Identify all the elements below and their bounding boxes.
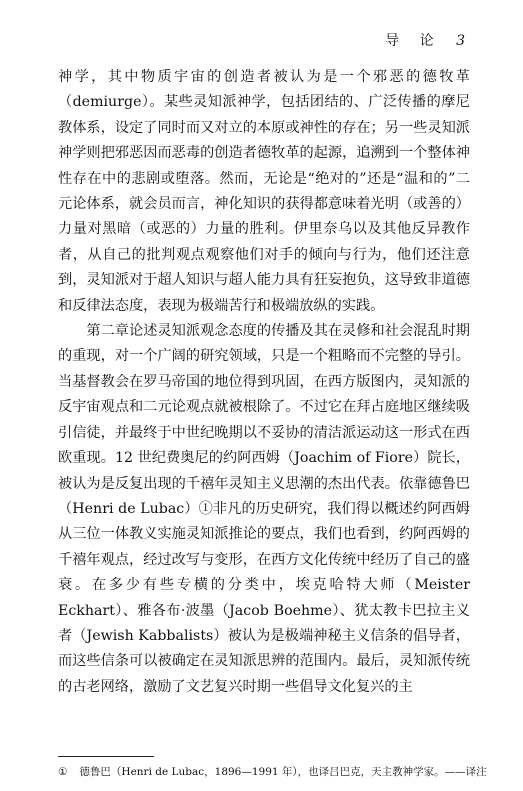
running-head	[385, 30, 465, 50]
footnote-mark: ①	[58, 766, 68, 778]
paragraph-continued: 神学，其中物质宇宙的创造者被认为是一个邪恶的德牧革（demiurge）。某些灵知派神学，包括团结的、广泛传播的摩尼教体系，设定了同时而又对立的本原或神性的存在；另一些灵知派神学则把邪恶因而恶毒的创造者德牧革的起源，追溯到一个整体神性存在中的悲剧或堕落。然而，无论是“绝对的”还是“温和的”二元论体系，就会员而言，神化知识的获得都意味着光明（或善的）力量对黑暗（或恶的）力量的胜利。伊里奈乌以及其他反异教作者，从自己的批判观点观察他们对手的倾向与行为，他们还注意到，灵知派对于超人知识与超人能力具有狂妄抱负，这导致非道德和反律法态度，表现为极端苦行和极端放纵的实践。	[58, 69, 470, 314]
body-text	[58, 65, 470, 700]
footnote	[58, 765, 487, 779]
chapter-title: 导 论	[385, 33, 442, 49]
footnote-text: 德鲁巴（Henri de Lubac，1896—1991 年），也译吕巴克，天主教神学家。——译注	[79, 766, 487, 778]
page-number: 3	[456, 33, 465, 49]
footnote-rule	[58, 756, 154, 757]
paragraph-chapter-two: 第二章论述灵知派观念态度的传播及其在灵修和社会混乱时期的重现，对一个广阔的研究领域，只是一个粗略而不完整的导引。当基督教会在罗马帝国的地位得到巩固，在西方版图内，灵知派的反宇宙观点和二元论观点就被根除了。不过它在拜占庭地区继续吸引信徒，并最终于中世纪晚期以不妥协的清洁派运动这一形式在西欧重现。12 世纪费奥尼的约阿西姆（Joachim of Fiore）院长，被认为是反复出现的千禧年灵知主义思潮的杰出代表。依靠德鲁巴（Henri de Lubac）①非凡的历史研究，我们得以概述约阿西姆从三位一体教义实施灵知派推论的要点，我们也看到，约阿西姆的千禧年观点，经过改写与变形，在西方文化传统中经历了自己的盛衰。在多少有些专横的分类中，埃克哈特大师（Meister Eckhart）、雅各布·波墨（Jacob Boehme）、犹太教卡巴拉主义者（Jewish Kabbalists）被认为是极端神秘主义信条的倡导者，而这些信条可以被确定在灵知派思辨的范围内。最后，灵知派传统的古老网络，激励了文艺复兴时期一些倡导文化复兴的主	[58, 323, 470, 695]
